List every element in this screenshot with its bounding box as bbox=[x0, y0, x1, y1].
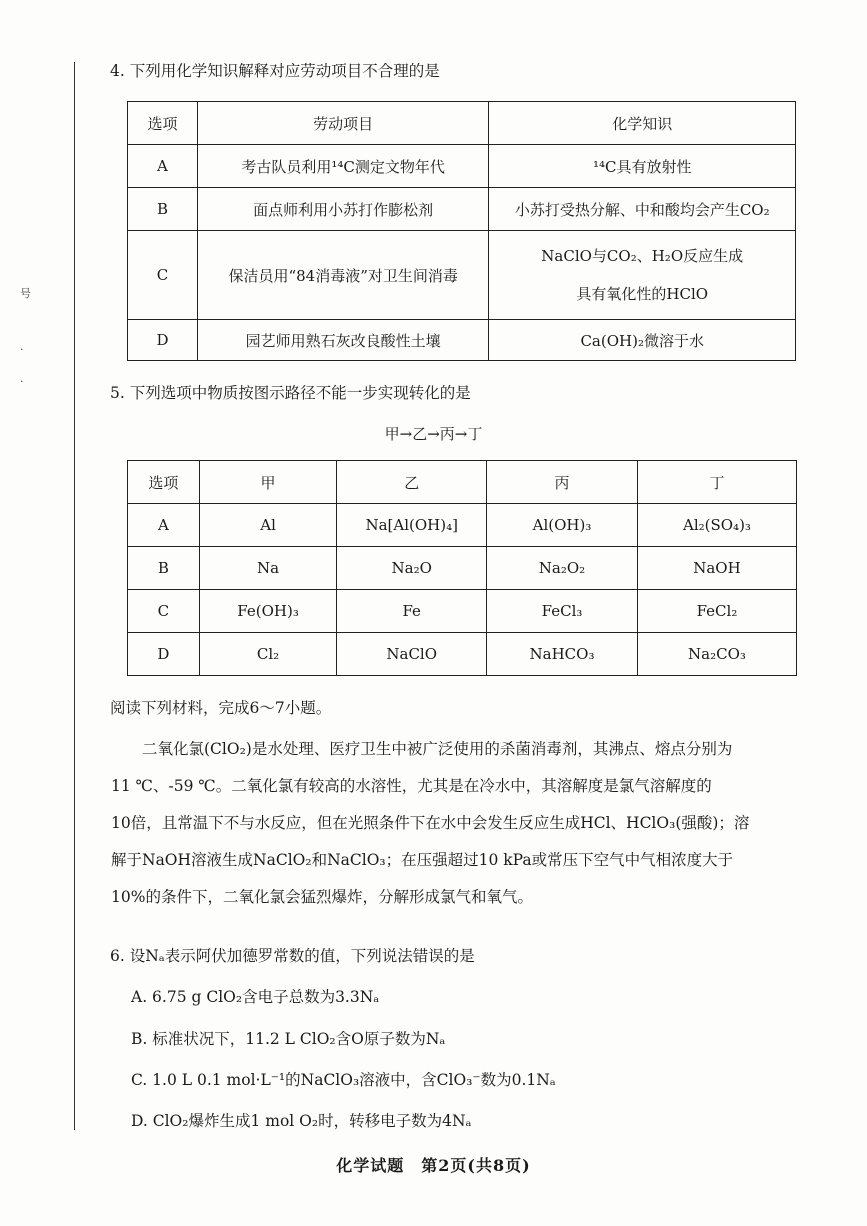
substance-cell: NaClO bbox=[337, 633, 487, 676]
substance-cell: Na[Al(OH)₄] bbox=[337, 504, 487, 547]
option-a: A. 6.75 g ClO₂含电子总数为3.3Nₐ bbox=[131, 988, 380, 1006]
table-row bbox=[128, 320, 796, 361]
header-cell: 甲 bbox=[199, 461, 336, 504]
passage-line: 10倍，且常温下不与水反应，但在光照条件下在水中会发生反应生成HCl、HClO₃(强酸)；溶 bbox=[111, 814, 750, 832]
knowledge-cell: 小苏打受热分解、中和酸均会产生CO₂ bbox=[489, 188, 796, 231]
option-d: D. ClO₂爆炸生成1 mol O₂时，转移电子数为4Nₐ bbox=[131, 1112, 472, 1130]
labor-cell: 园艺师用熟石灰改良酸性土壤 bbox=[197, 320, 489, 361]
question-5-stem: 5. 下列选项中物质按图示路径不能一步实现转化的是 bbox=[110, 384, 471, 402]
substance-cell: NaOH bbox=[637, 547, 796, 590]
table-header-row bbox=[128, 461, 797, 504]
header-cell: 选项 bbox=[128, 461, 200, 504]
substance-cell: Al bbox=[199, 504, 336, 547]
table-row bbox=[128, 633, 797, 676]
option-cell: A bbox=[128, 145, 198, 188]
passage-line: 11 ℃、-59 ℃。二氧化氯有较高的水溶性，尤其是在冷水中，其溶解度是氯气溶解度的 bbox=[111, 777, 712, 795]
passage-line: 二氧化氯(ClO₂)是水处理、医疗卫生中被广泛使用的杀菌消毒剂，其沸点、熔点分别为 bbox=[111, 740, 733, 758]
knowledge-cell: ¹⁴C具有放射性 bbox=[489, 145, 796, 188]
table-row bbox=[128, 504, 797, 547]
option-c: C. 1.0 L 0.1 mol·L⁻¹的NaClO₃溶液中，含ClO₃⁻数为0.1Nₐ bbox=[131, 1071, 556, 1089]
table-row bbox=[128, 145, 796, 188]
substance-cell: NaHCO₃ bbox=[487, 633, 638, 676]
option-cell: C bbox=[128, 590, 200, 633]
substance-cell: Na₂O bbox=[337, 547, 487, 590]
option-b: B. 标准状况下，11.2 L ClO₂含O原子数为Nₐ bbox=[131, 1030, 446, 1048]
side-mark: . bbox=[20, 340, 24, 353]
substance-cell: Al₂(SO₄)₃ bbox=[637, 504, 796, 547]
question-4-table bbox=[127, 101, 796, 361]
substance-cell: Fe bbox=[337, 590, 487, 633]
binding-margin-line bbox=[74, 62, 75, 1130]
option-cell: C bbox=[128, 231, 198, 320]
substance-cell: FeCl₂ bbox=[637, 590, 796, 633]
option-cell: D bbox=[128, 320, 198, 361]
question-6-stem: 6. 设Nₐ表示阿伏加德罗常数的值，下列说法错误的是 bbox=[110, 947, 475, 965]
knowledge-cell bbox=[489, 231, 796, 320]
table-header-row bbox=[128, 102, 796, 145]
labor-cell: 面点师利用小苏打作膨松剂 bbox=[197, 188, 489, 231]
reading-intro: 阅读下列材料，完成6～7小题。 bbox=[110, 699, 332, 717]
header-cell: 丁 bbox=[637, 461, 796, 504]
substance-cell: Cl₂ bbox=[199, 633, 336, 676]
header-cell: 丙 bbox=[487, 461, 638, 504]
header-cell: 劳动项目 bbox=[197, 102, 489, 145]
substance-cell: Na bbox=[199, 547, 336, 590]
table-row bbox=[128, 188, 796, 231]
header-cell: 选项 bbox=[128, 102, 198, 145]
substance-cell: Al(OH)₃ bbox=[487, 504, 638, 547]
option-cell: A bbox=[128, 504, 200, 547]
side-mark: . bbox=[20, 372, 24, 385]
option-cell: B bbox=[128, 188, 198, 231]
knowledge-cell: Ca(OH)₂微溶于水 bbox=[489, 320, 796, 361]
question-5-table bbox=[127, 460, 797, 676]
substance-cell: FeCl₃ bbox=[487, 590, 638, 633]
page-footer: 化学试题 第2页(共8页) bbox=[336, 1156, 531, 1175]
substance-cell: Na₂O₂ bbox=[487, 547, 638, 590]
reading-passage bbox=[111, 731, 799, 916]
substance-cell: Na₂CO₃ bbox=[637, 633, 796, 676]
labor-cell: 保洁员用“84消毒液”对卫生间消毒 bbox=[197, 231, 489, 320]
passage-line: 10%的条件下，二氧化氯会猛烈爆炸，分解形成氯气和氧气。 bbox=[111, 888, 533, 906]
side-mark: 号 bbox=[20, 287, 31, 300]
table-row bbox=[128, 590, 797, 633]
labor-cell: 考古队员利用¹⁴C测定文物年代 bbox=[197, 145, 489, 188]
table-row bbox=[128, 231, 796, 320]
header-cell: 化学知识 bbox=[489, 102, 796, 145]
substance-cell: Fe(OH)₃ bbox=[199, 590, 336, 633]
knowledge-line: 具有氧化性的HClO bbox=[576, 285, 709, 303]
table-row bbox=[128, 547, 797, 590]
option-cell: B bbox=[128, 547, 200, 590]
header-cell: 乙 bbox=[337, 461, 487, 504]
conversion-path: 甲→乙→丙→丁 bbox=[384, 425, 483, 443]
knowledge-line: NaClO与CO₂、H₂O反应生成 bbox=[541, 247, 744, 265]
option-cell: D bbox=[128, 633, 200, 676]
passage-line: 解于NaOH溶液生成NaClO₂和NaClO₃；在压强超过10 kPa或常压下空气中气相浓度大于 bbox=[111, 851, 734, 869]
question-4-stem: 4. 下列用化学知识解释对应劳动项目不合理的是 bbox=[110, 62, 440, 80]
